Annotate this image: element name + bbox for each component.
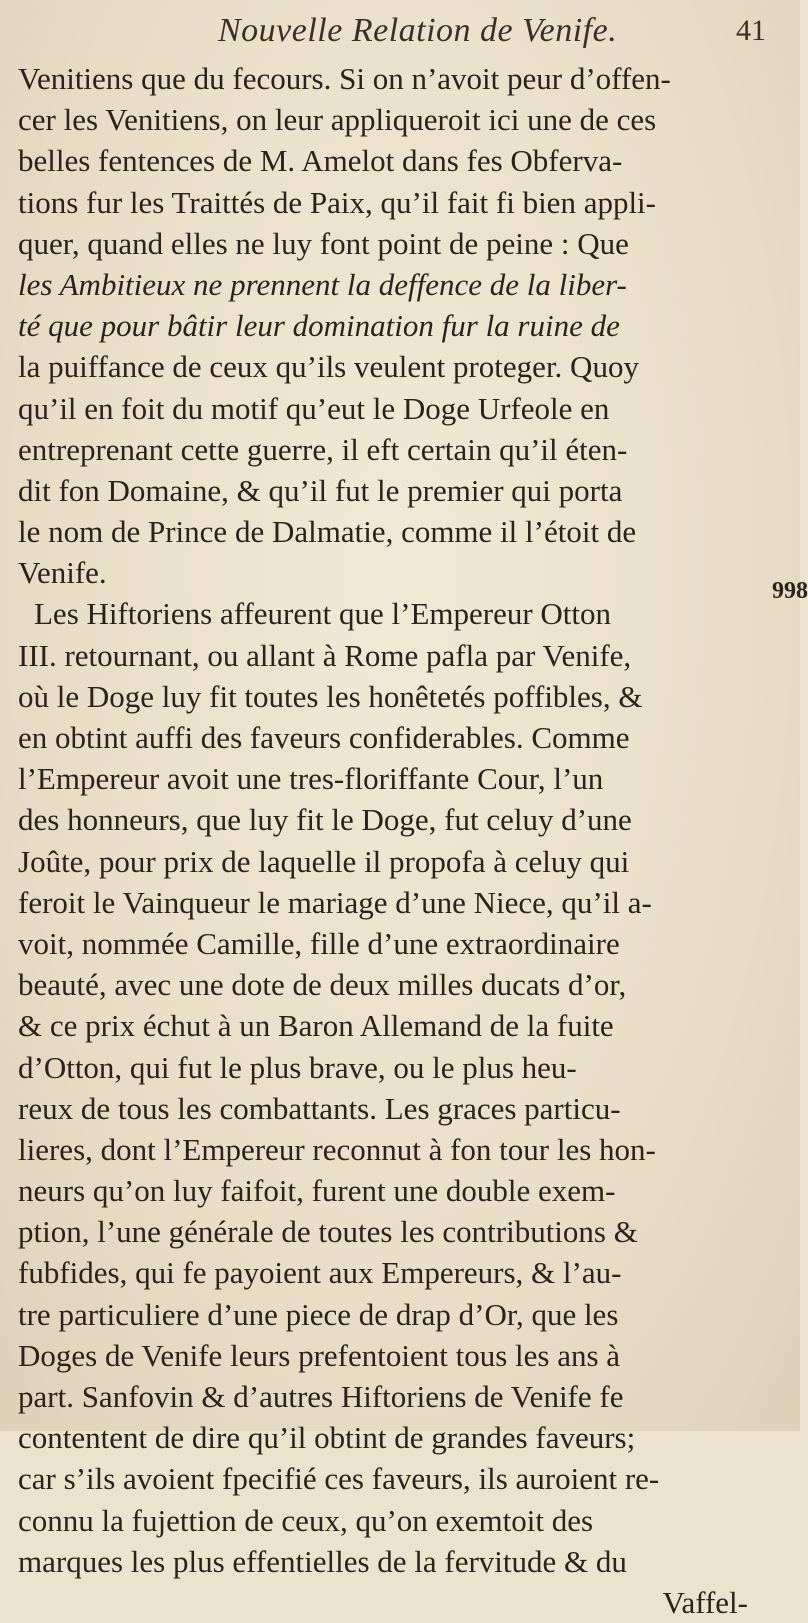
- text-line: cer les Venitiens, on leur appliqueroit ici une de ces: [18, 102, 657, 138]
- text-line: l’Empereur avoit une tres-floriffante Cour, l’un: [18, 761, 604, 797]
- text-line: & ce prix échut à un Baron Allemand de la fuite: [18, 1008, 614, 1044]
- text-line: feroit le Vainqueur le mariage d’une Niece, qu’il a-: [18, 884, 652, 920]
- text-line-paragraph-start: Les Hiftoriens affeurent que l’Empereur Otton: [34, 596, 612, 632]
- text-line: connu la fujettion de ceux, qu’on exemtoit des: [18, 1502, 594, 1538]
- text-line: voit, nommée Camille, fille d’une extraordinaire: [18, 925, 620, 961]
- text-line: lieres, dont l’Empereur reconnut à fon tour les hon-: [18, 1131, 656, 1167]
- running-title: Nouvelle Relation de Venife.: [218, 12, 618, 49]
- text-line: la puiffance de ceux qu’ils veulent proteger. Quoy: [18, 349, 639, 385]
- text-line: belles fentences de M. Amelot dans fes Obferva-: [18, 143, 623, 179]
- text-line: où le Doge luy fit toutes les honêtetés poffibles, &: [18, 678, 643, 714]
- text-line: beauté, avec une dote de deux milles ducats d’or,: [18, 967, 627, 1003]
- text-line: part. Sanfovin & d’autres Hiftoriens de Venife fe: [18, 1379, 624, 1414]
- running-head: [0, 12, 800, 56]
- text-line: tions fur les Traittés de Paix, qu’il fait fi bien appli-: [18, 184, 656, 220]
- text-line: qu’il en foit du motif qu’eut le Doge Urfeole en: [18, 390, 610, 426]
- text-line: entreprenant cette guerre, il eft certain qu’il éten-: [18, 431, 628, 467]
- text-line: III. retournant, ou allant à Rome pafla par Venife,: [18, 637, 632, 673]
- text-line: ption, l’une générale de toutes les contributions &: [18, 1214, 638, 1250]
- page-number: 41: [736, 14, 766, 47]
- text-line: quer, quand elles ne luy font point de peine : Que: [18, 225, 629, 261]
- text-line: car s’ils avoient fpecifié ces faveurs, ils auroient re-: [18, 1461, 660, 1497]
- text-line: Joûte, pour prix de laquelle il propofa à celuy qui: [18, 843, 630, 879]
- text-line: en obtint auffi des faveurs confiderables. Comme: [18, 720, 630, 755]
- text-line: d’Otton, qui fut le plus brave, ou le plus heu-: [18, 1049, 577, 1085]
- text-line: Doges de Venife leurs prefentoient tous les ans à: [18, 1337, 621, 1373]
- text-line: fubfides, qui fe payoient aux Empereurs, & l’au-: [18, 1255, 622, 1291]
- text-line-quote: té que pour bâtir leur domination fur la ruine de: [18, 308, 620, 344]
- text-line: Venife.: [18, 555, 107, 591]
- text-line: le nom de Prince de Dalmatie, comme il l’étoit de: [18, 514, 637, 550]
- text-line: Venitiens que du fecours. Si on n’avoit peur d’offen-: [18, 61, 671, 96]
- text-line: marques les plus effentielles de la fervitude & du: [18, 1543, 627, 1579]
- text-line: contentent de dire qu’il obtint de grandes faveurs;: [18, 1420, 636, 1456]
- text-line-quote: les Ambitieux ne prennent la deffence de la liber-: [18, 266, 627, 302]
- text-line: des honneurs, que luy fit le Doge, fut celuy d’une: [18, 802, 632, 838]
- margin-year-note: 998: [772, 578, 808, 604]
- catchword: Vaffel-: [662, 1584, 748, 1620]
- text-line: neurs qu’on luy faifoit, furent une double exem-: [18, 1173, 616, 1209]
- body-text: [18, 58, 788, 1623]
- text-line: tre particuliere d’une piece de drap d’Or, que les: [18, 1296, 619, 1332]
- text-line: reux de tous les combattants. Les graces particu-: [18, 1090, 621, 1126]
- text-line: dit fon Domaine, & qu’il fut le premier qui porta: [18, 472, 623, 508]
